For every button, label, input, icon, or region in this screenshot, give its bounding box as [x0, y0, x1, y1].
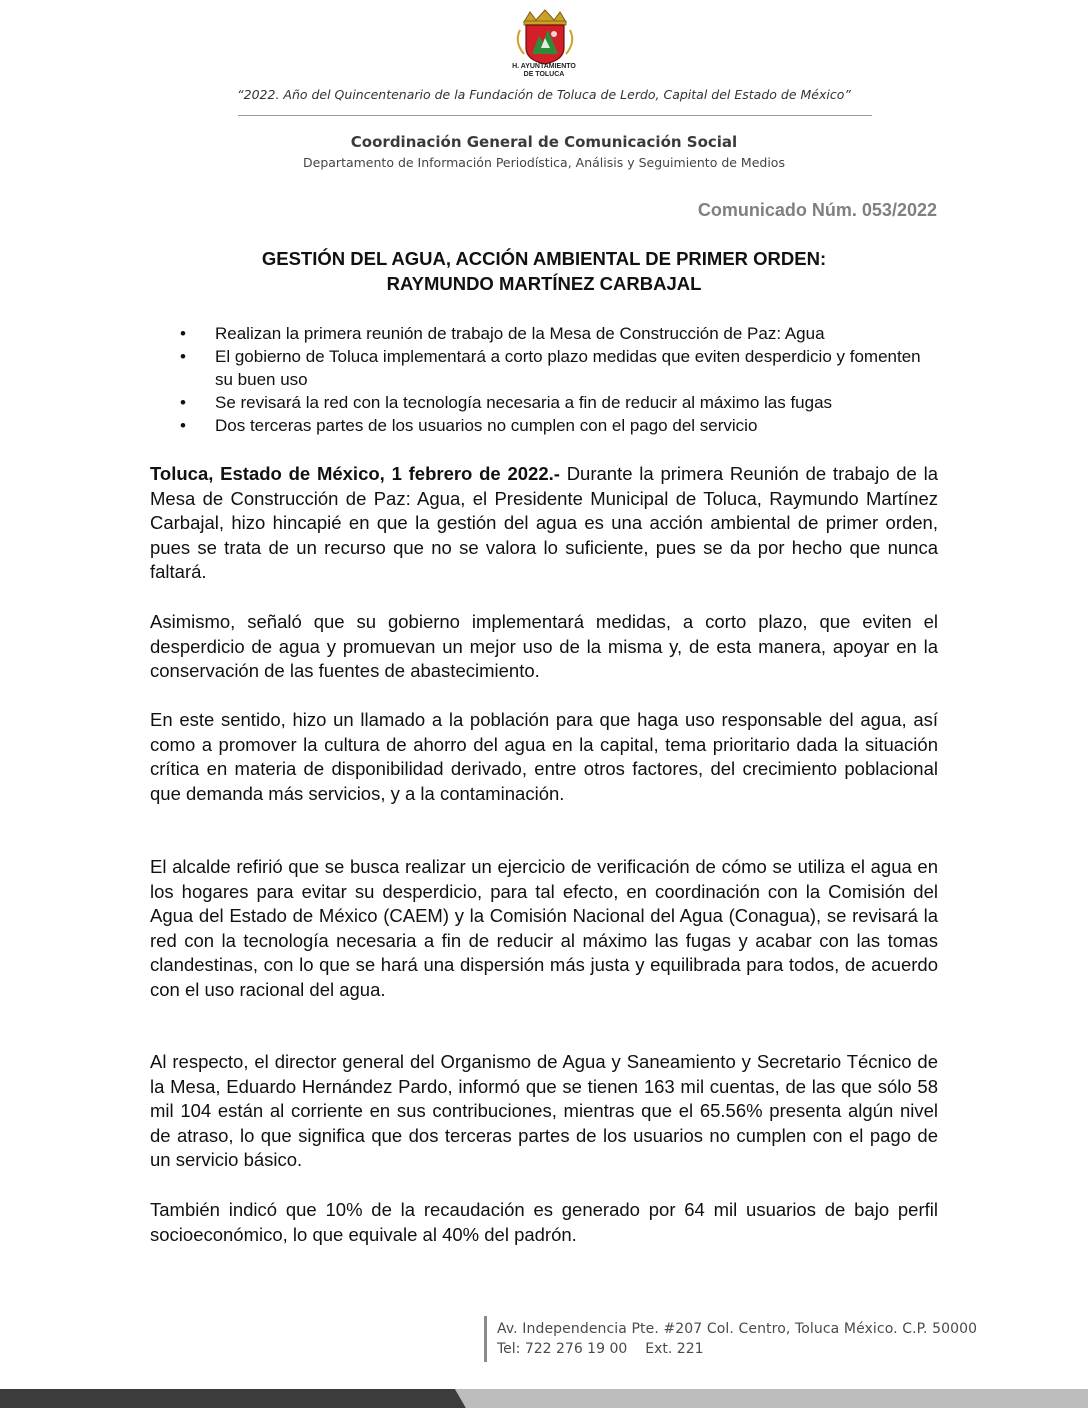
summary-bullets [180, 322, 940, 437]
bullet-dot-icon: • [180, 347, 186, 366]
department-subtitle: Departamento de Información Periodística, Análisis y Seguimiento de Medios [303, 155, 785, 170]
footer-band [0, 1389, 1088, 1408]
body-paragraph-6: También indicó que 10% de la recaudación es generado por 64 mil usuarios de bajo perfil socioeconómico, lo que equivale al 40% del padrón. [150, 1199, 938, 1245]
bullet-text: Se revisará la red con la tecnología necesaria a fin de reducir al máximo las fugas [215, 393, 833, 412]
logo-caption [480, 63, 608, 79]
headline-line2: RAYMUNDO MARTÍNEZ CARBAJAL [386, 273, 702, 294]
body-paragraph-4: El alcalde refirió que se busca realizar un ejercicio de verificación de cómo se utiliza el agua en los hogares para evitar su desperdicio, para tal efecto, en coordinación con la Comisión del Agua del Estado de México (CAEM) y la Comisión Nacional del Agua (Conagua), se revisará la red con la tecnología necesaria a fin de reducir al máximo las fugas y acabar con las tomas clandestinas, con lo que se hará una dispersión más justa y equilibrada para todos, de acuerdo con el uso racional del agua. [150, 856, 938, 1000]
bullet-item [180, 322, 940, 345]
bullet-text: El gobierno de Toluca implementará a corto plazo medidas que eviten desperdicio y fomenten su buen uso [215, 347, 921, 389]
footer-contact [497, 1341, 704, 1357]
logo-caption-line2: DE TOLUCA [523, 71, 565, 78]
bullet-item [180, 414, 940, 437]
footer-extension: Ext. 221 [645, 1341, 704, 1357]
footer-address: Av. Independencia Pte. #207 Col. Centro, Toluca México. C.P. 50000 [497, 1321, 978, 1337]
body-paragraph-3: En este sentido, hizo un llamado a la población para que haga uso responsable del agua, así como a promover la cultura de ahorro del agua en la capital, tema prioritario dada la situación crítica en materia de disponibilidad derivado, entre otros factores, del crecimiento poblacional que demanda más servicios, y a la contaminación. [150, 709, 938, 804]
bullet-text: Dos terceras partes de los usuarios no cumplen con el pago del servicio [215, 416, 758, 435]
body-paragraph-5: Al respecto, el director general del Organismo de Agua y Saneamiento y Secretario Técnico de la Mesa, Eduardo Hernández Pardo, informó que se tienen 163 mil cuentas, de las que sólo 58 mil 104 están al corriente en sus contribuciones, mientras que el 65.56% presenta algún nivel de atraso, lo que significa que dos terceras partes de los usuarios no cumplen con el pago de un servicio básico. [150, 1051, 938, 1170]
bullet-item [180, 391, 940, 414]
bullet-dot-icon: • [180, 393, 186, 412]
coordination-title: Coordinación General de Comunicación Social [350, 133, 738, 151]
logo-caption-line1: H. AYUNTAMIENTO [512, 63, 576, 70]
footer-accent-bar [484, 1316, 487, 1362]
bullet-text: Realizan la primera reunión de trabajo de la Mesa de Construcción de Paz: Agua [215, 324, 825, 343]
headline-line1: GESTIÓN DEL AGUA, ACCIÓN AMBIENTAL DE PRIMER ORDEN: [261, 248, 827, 269]
bullet-dot-icon: • [180, 416, 186, 435]
header-divider [238, 115, 872, 116]
paragraph-text: Durante la primera Reunión de trabajo de la Mesa de Construcción de Paz: Agua, el Presidente Municipal de Toluca, Raymundo Martínez Carbajal, hizo hincapié en que la gestión del agua es una acción ambiental de primer orden, pues se trata de un recurso que no se valora lo suficiente, pues se da por hecho que nunca faltará. [150, 463, 938, 582]
body-paragraph-2: Asimismo, señaló que su gobierno implementará medidas, a corto plazo, que eviten el desperdicio de agua y promuevan un mejor uso de la misma y, de esta manera, apoyar en la conservación de las fuentes de abastecimiento. [150, 611, 938, 681]
body-paragraph-1 [150, 462, 938, 585]
bullet-item [180, 345, 940, 391]
year-motto: “2022. Año del Quincentenario de la Fundación de Toluca de Lerdo, Capital del Estado de México” [237, 87, 851, 102]
dateline: Toluca, Estado de México, 1 febrero de 2022.- [150, 463, 560, 484]
bullet-dot-icon: • [180, 324, 186, 343]
communique-number: Comunicado Núm. 053/2022 [697, 200, 937, 220]
footer-phone: Tel: 722 276 19 00 [497, 1341, 628, 1357]
